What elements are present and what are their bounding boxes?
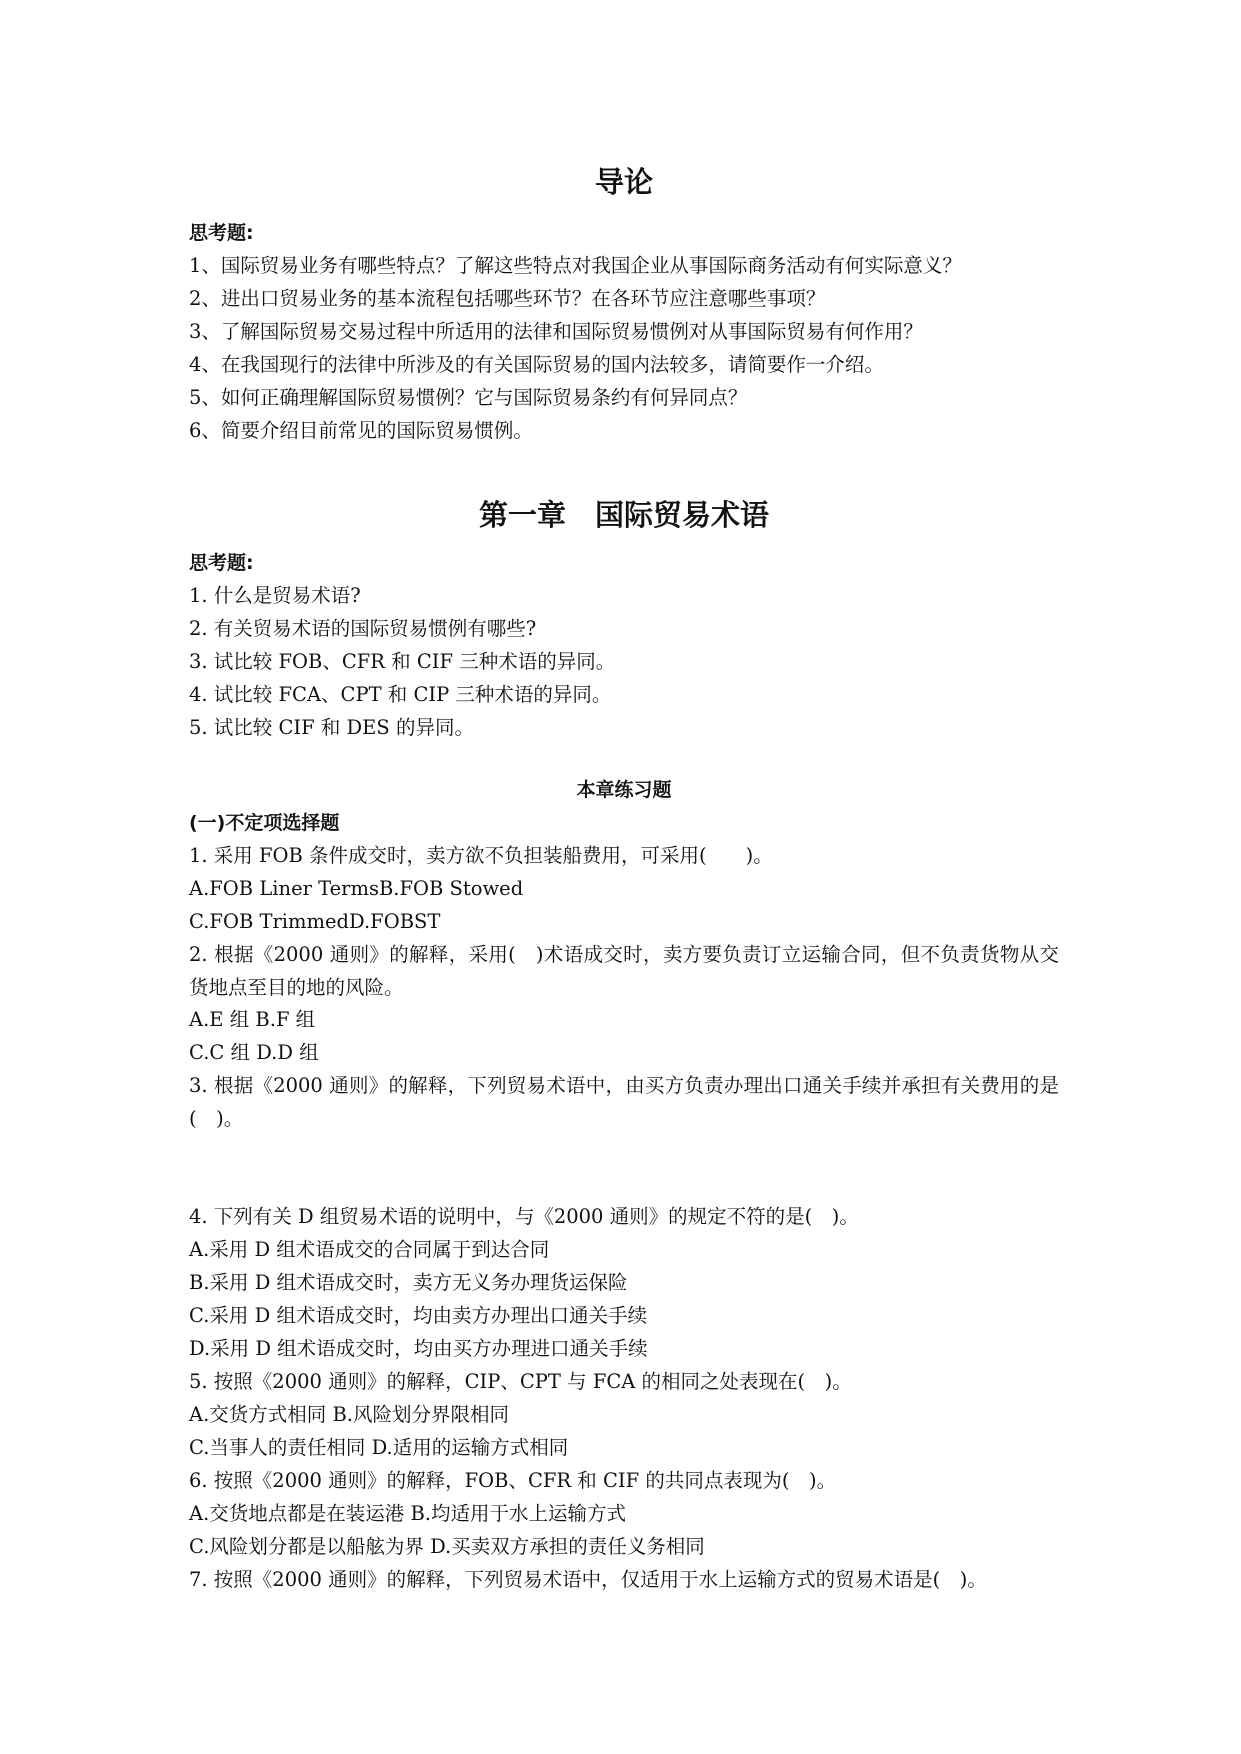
intro-question-6: 6、简要介绍目前常见的国际贸易惯例。 — [189, 419, 533, 442]
exercise-1-options-ab: A.FOB Liner TermsB.FOB Stowed — [189, 877, 524, 900]
exercises-heading: 本章练习题 — [576, 779, 672, 801]
exercise-6-options-ab: A.交货地点都是在装运港 B.均适用于水上运输方式 — [189, 1502, 627, 1525]
exercise-4-stem: 4. 下列有关 D 组贸易术语的说明中，与《2000 通则》的规定不符的是( )。 — [189, 1205, 859, 1228]
chapter1-question-3: 3. 试比较 FOB、CFR 和 CIF 三种术语的异同。 — [189, 650, 616, 673]
exercise-2-options-ab: A.E 组 B.F 组 — [189, 1008, 316, 1031]
intro-question-5: 5、如何正确理解国际贸易惯例？它与国际贸易条约有何异同点？ — [189, 386, 748, 409]
exercise-6-options-cd: C.风险划分都是以船舷为界 D.买卖双方承担的责任义务相同 — [189, 1535, 705, 1558]
exercise-5-stem: 5. 按照《2000 通则》的解释，CIP、CPT 与 FCA 的相同之处表现在( )。 — [189, 1370, 852, 1393]
exercise-2-stem: 2. 根据《2000 通则》的解释，采用( )术语成交时，卖方要负责订立运输合同，但不负责货物从交货地点至目的地的风险。 — [189, 943, 1059, 999]
exercise-4-option-a: A.采用 D 组术语成交的合同属于到达合同 — [189, 1238, 550, 1261]
intro-questions-heading: 思考题: — [189, 222, 254, 244]
exercise-6-stem: 6. 按照《2000 通则》的解释，FOB、CFR 和 CIF 的共同点表现为( )。 — [189, 1469, 837, 1492]
intro-title: 导论 — [594, 165, 653, 199]
exercise-3-stem: 3. 根据《2000 通则》的解释，下列贸易术语中，由买方负责办理出口通关手续并承担有关费用的是( )。 — [189, 1074, 1059, 1130]
exercise-7-stem: 7. 按照《2000 通则》的解释，下列贸易术语中，仅适用于水上运输方式的贸易术语是( )。 — [189, 1568, 987, 1591]
intro-question-1: 1、国际贸易业务有哪些特点？了解这些特点对我国企业从事国际商务活动有何实际意义？ — [189, 254, 962, 277]
section-heading: (一)不定项选择题 — [189, 812, 340, 834]
exercise-4-option-b: B.采用 D 组术语成交时，卖方无义务办理货运保险 — [189, 1271, 628, 1294]
exercise-4-option-c: C.采用 D 组术语成交时，均由卖方办理出口通关手续 — [189, 1304, 647, 1327]
exercise-4-option-d: D.采用 D 组术语成交时，均由买方办理进口通关手续 — [189, 1337, 648, 1360]
intro-question-3: 3、了解国际贸易交易过程中所适用的法律和国际贸易惯例对从事国际贸易有何作用？ — [189, 320, 923, 343]
exercise-1-stem: 1. 采用 FOB 条件成交时，卖方欲不负担装船费用，可采用( )。 — [189, 844, 773, 867]
exercise-5-options-ab: A.交货方式相同 B.风险划分界限相同 — [189, 1403, 510, 1426]
intro-question-2: 2、进出口贸易业务的基本流程包括哪些环节？在各环节应注意哪些事项？ — [189, 287, 826, 310]
intro-question-4: 4、在我国现行的法律中所涉及的有关国际贸易的国内法较多，请简要作一介绍。 — [189, 353, 884, 376]
exercise-5-options-cd: C.当事人的责任相同 D.适用的运输方式相同 — [189, 1436, 569, 1459]
chapter1-question-5: 5. 试比较 CIF 和 DES 的异同。 — [189, 716, 474, 739]
chapter1-questions-heading: 思考题: — [189, 552, 254, 574]
chapter1-title: 第一章 国际贸易术语 — [478, 498, 769, 532]
chapter1-question-1: 1. 什么是贸易术语? — [189, 584, 361, 607]
chapter1-question-4: 4. 试比较 FCA、CPT 和 CIP 三种术语的异同。 — [189, 683, 612, 706]
exercise-2-options-cd: C.C 组 D.D 组 — [189, 1041, 319, 1064]
chapter1-question-2: 2. 有关贸易术语的国际贸易惯例有哪些? — [189, 617, 537, 640]
exercise-1-options-cd: C.FOB TrimmedD.FOBST — [189, 910, 441, 933]
